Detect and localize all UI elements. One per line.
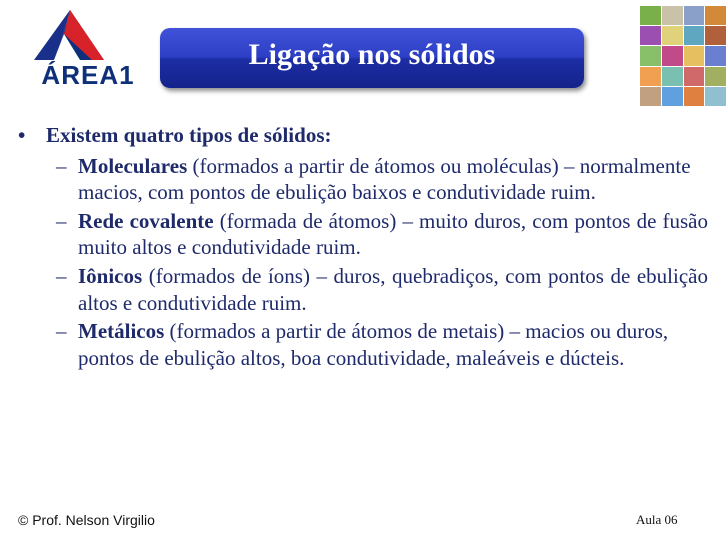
list-item bbox=[18, 318, 708, 371]
logo-text: ÁREA1 bbox=[41, 60, 135, 90]
intro-text: Existem quatro tipos de sólidos: bbox=[46, 123, 332, 147]
bullet-icon: • bbox=[18, 123, 26, 147]
item-description: (formados a partir de átomos de metais) – macios ou duros, pontos de ebulição altos, boa condutividade, maleáveis e dúcteis. bbox=[78, 319, 669, 370]
item-term: Iônicos bbox=[78, 263, 143, 288]
dash-icon: – bbox=[56, 263, 67, 288]
footer-author: © Prof. Nelson Virgilio bbox=[18, 512, 155, 528]
intro-bullet bbox=[18, 122, 708, 149]
footer-lesson: Aula 06 bbox=[636, 512, 678, 527]
dash-icon: – bbox=[56, 319, 67, 344]
content-list bbox=[18, 122, 708, 373]
dash-icon: – bbox=[56, 208, 67, 233]
item-term: Rede covalente bbox=[78, 208, 214, 233]
item-description: (formada de átomos) – muito duros, com pontos de fusão muito altos e condutividade ruim. bbox=[78, 208, 708, 260]
list-item bbox=[18, 263, 708, 316]
item-term: Metálicos bbox=[78, 319, 165, 344]
title-bar bbox=[160, 28, 584, 88]
page-title: Ligação nos sólidos bbox=[248, 38, 496, 71]
item-description: (formados de íons) – duros, quebradiços, com pontos de ebulição altos e condutividade ruim. bbox=[78, 263, 708, 315]
area1-logo bbox=[4, 4, 154, 104]
list-item bbox=[18, 208, 708, 261]
item-description: (formados a partir de átomos ou moléculas) – normalmente macios, com pontos de ebulição baixos e condutividade ruim. bbox=[78, 153, 691, 205]
item-term: Moleculares bbox=[78, 153, 188, 178]
dash-icon: – bbox=[56, 153, 67, 178]
science-photo-collage bbox=[640, 6, 726, 106]
list-item bbox=[18, 153, 708, 206]
